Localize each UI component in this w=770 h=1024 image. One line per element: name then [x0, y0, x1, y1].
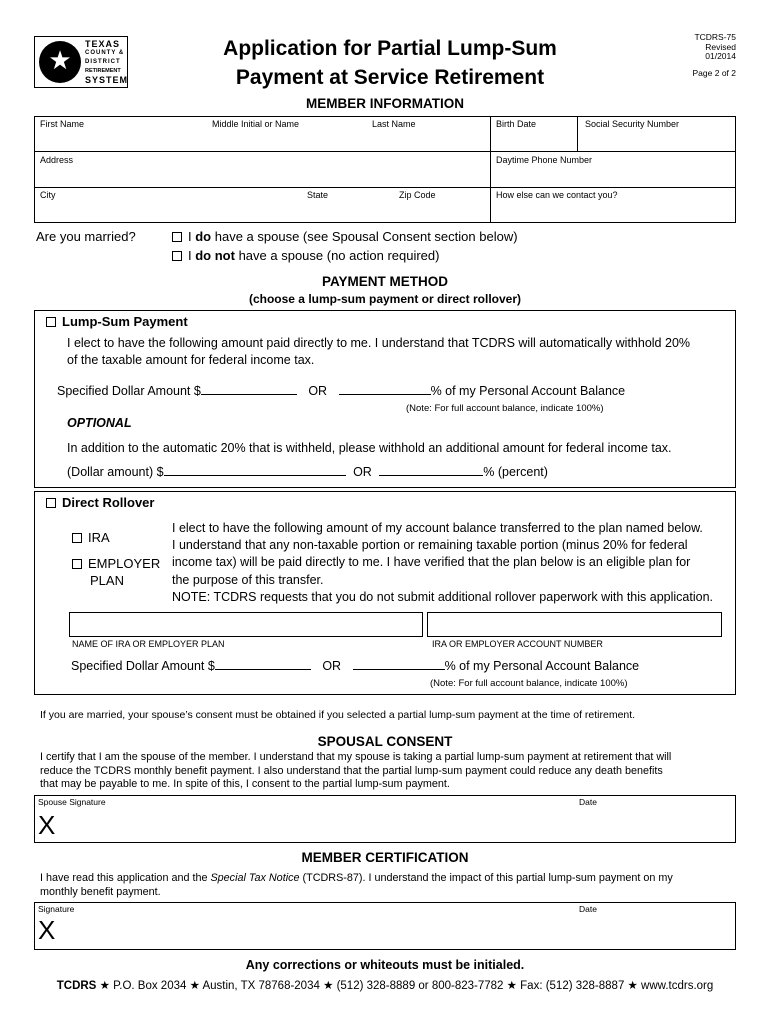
full-balance-note: (Note: For full account balance, indicate 100%) [406, 403, 604, 414]
member-date-label: Date [579, 904, 597, 914]
rollover-balance-note: (Note: For full account balance, indicate 100%) [430, 678, 628, 689]
rollover-line-5: NOTE: TCDRS requests that you do not submit additional rollover paperwork with this application. [172, 589, 713, 604]
rollover-amount-input[interactable] [215, 657, 311, 670]
payment-method-heading: PAYMENT METHOD [321, 274, 448, 289]
spouse-signature-box[interactable] [34, 795, 736, 843]
married-yes-checkbox[interactable] [172, 232, 182, 242]
footer-org: TCDRS [56, 980, 97, 992]
plan-name-label: NAME OF IRA OR EMPLOYER PLAN [72, 639, 225, 649]
middle-name-field[interactable]: Middle Initial or Name [212, 119, 300, 129]
rollover-text [172, 520, 713, 606]
form-title [190, 34, 590, 92]
married-no-checkbox[interactable] [172, 251, 182, 261]
lump-sum-option[interactable]: Lump-Sum Payment [46, 314, 188, 329]
spouse-signature-x: X [38, 810, 56, 840]
married-yes-option[interactable]: I do have a spouse (see Spousal Consent section below) [172, 229, 518, 244]
member-certification-heading: MEMBER CERTIFICATION [301, 850, 469, 865]
spousal-line-2: reduce the TCDRS monthly benefit payment. I also understand that the partial lump-sum payment could reduce any death benefits [40, 764, 663, 777]
lump-sum-text-2: of the taxable amount for federal income tax. [67, 353, 315, 367]
specified-amount-input[interactable] [201, 382, 297, 395]
additional-amount-row: (Dollar amount) $ OR % (percent) [67, 465, 548, 479]
logo-emblem [39, 41, 81, 83]
form-id-block [693, 33, 736, 78]
revised-label: Revised [705, 41, 736, 52]
spousal-line-3: that may be payable to me. In spite of this, I consent to the partial lump-sum payment. [40, 778, 450, 790]
rollover-line-4: the purpose of this transfer. [172, 572, 324, 587]
direct-rollover-checkbox[interactable] [46, 498, 56, 508]
revised-date: 01/2014 [705, 51, 736, 61]
lump-sum-checkbox[interactable] [46, 317, 56, 327]
account-number-label: IRA OR EMPLOYER ACCOUNT NUMBER [432, 639, 603, 649]
logo-text-3: DISTRICT [85, 59, 121, 65]
birth-date-field[interactable]: Birth Date [496, 119, 537, 129]
rollover-percent-input[interactable] [353, 657, 445, 670]
ira-checkbox[interactable] [72, 533, 82, 543]
certification-text [40, 872, 673, 899]
member-signature-box[interactable] [34, 902, 736, 950]
zip-field[interactable]: Zip Code [399, 190, 436, 200]
page-number: Page 2 of 2 [692, 67, 736, 78]
member-info-heading: MEMBER INFORMATION [306, 96, 464, 111]
footer-address: P.O. Box 2034 ★ Austin, TX 78768-2034 ★ (512) 328-8889 or 800-823-7782 ★ Fax: (512) 328-8887 ★ www.tcdrs.org [109, 980, 714, 992]
specified-amount-row: Specified Dollar Amount $ OR % of my Personal Account Balance [57, 384, 626, 398]
direct-rollover-option[interactable]: Direct Rollover [46, 495, 154, 510]
married-no-option[interactable]: I do not have a spouse (no action required) [172, 248, 439, 263]
spouse-signature-label: Spouse Signature [38, 797, 106, 807]
rollover-line-3: income tax) will be paid directly to me. I have verified that the plan below is an eligible plan for [172, 555, 691, 570]
rollover-amount-row: Specified Dollar Amount $ OR % of my Personal Account Balance [71, 659, 640, 673]
logo [34, 36, 128, 88]
spousal-consent-heading: SPOUSAL CONSENT [317, 734, 453, 749]
last-name-field[interactable]: Last Name [372, 119, 416, 129]
ssn-field[interactable]: Social Security Number [585, 119, 680, 129]
optional-label: OPTIONAL [67, 416, 132, 430]
employer-plan-option[interactable]: EMPLOYER PLAN [72, 555, 160, 589]
logo-text-2: COUNTY & [85, 50, 125, 56]
footer-contact [0, 978, 770, 992]
logo-text-5: SYSTEM [85, 75, 129, 85]
ira-option[interactable]: IRA [72, 530, 110, 545]
rollover-line-1: I elect to have the following amount of my account balance transferred to the plan named below. [172, 521, 703, 535]
star-icon: ★ [48, 45, 72, 75]
plan-name-input[interactable] [69, 612, 423, 637]
lump-sum-text-1: I elect to have the following amount paid directly to me. I understand that TCDRS will automatically withhold 20% [67, 336, 691, 350]
corrections-note: Any corrections or whiteouts must be initialed. [245, 958, 525, 972]
member-signature-label: Signature [38, 904, 75, 914]
certification-line-1: I have read this application and the Special Tax Notice (TCDRS-87). I understand the impact of this partial lump-sum payment on my [40, 872, 673, 884]
additional-dollar-input[interactable] [164, 463, 346, 476]
daytime-phone-field[interactable]: Daytime Phone Number [496, 155, 593, 165]
title-line-1: Application for Partial Lump-Sum [223, 37, 557, 60]
form-id: TCDRS-75 [694, 32, 736, 42]
certification-line-2: monthly benefit payment. [40, 885, 161, 898]
percent-balance-input[interactable] [339, 382, 431, 395]
state-field[interactable]: State [307, 190, 329, 200]
footer-star-icon: ★ [99, 980, 110, 992]
member-signature-x: X [38, 915, 56, 945]
account-number-input[interactable] [427, 612, 722, 637]
title-line-2: Payment at Service Retirement [235, 66, 545, 89]
spousal-consent-text [40, 751, 671, 792]
logo-text-1: TEXAS [85, 39, 121, 49]
logo-text-4: RETIREMENT [85, 68, 121, 74]
employer-plan-checkbox[interactable] [72, 559, 82, 569]
address-field[interactable]: Address [40, 155, 74, 165]
rollover-line-2: I understand that any non-taxable portion or remaining taxable portion (minus 20% for federal [172, 538, 688, 553]
member-info-table [34, 116, 736, 223]
married-consent-note: If you are married, your spouse’s consent must be obtained if you selected a partial lump-sum payment at the time of retirement. [40, 709, 636, 721]
additional-withholding-text: In addition to the automatic 20% that is withheld, please withhold an additional amount for federal income tax. [67, 441, 672, 455]
first-name-field[interactable]: First Name [40, 119, 85, 129]
spousal-line-1: I certify that I am the spouse of the member. I understand that my spouse is taking a partial lump-sum payment at retirement that will [40, 751, 672, 763]
other-contact-field[interactable]: How else can we contact you? [496, 190, 618, 200]
spouse-date-label: Date [579, 797, 597, 807]
married-question: Are you married? [36, 229, 136, 244]
payment-method-subheading: (choose a lump-sum payment or direct rollover) [248, 292, 522, 306]
additional-percent-input[interactable] [379, 463, 483, 476]
city-field[interactable]: City [40, 190, 56, 200]
